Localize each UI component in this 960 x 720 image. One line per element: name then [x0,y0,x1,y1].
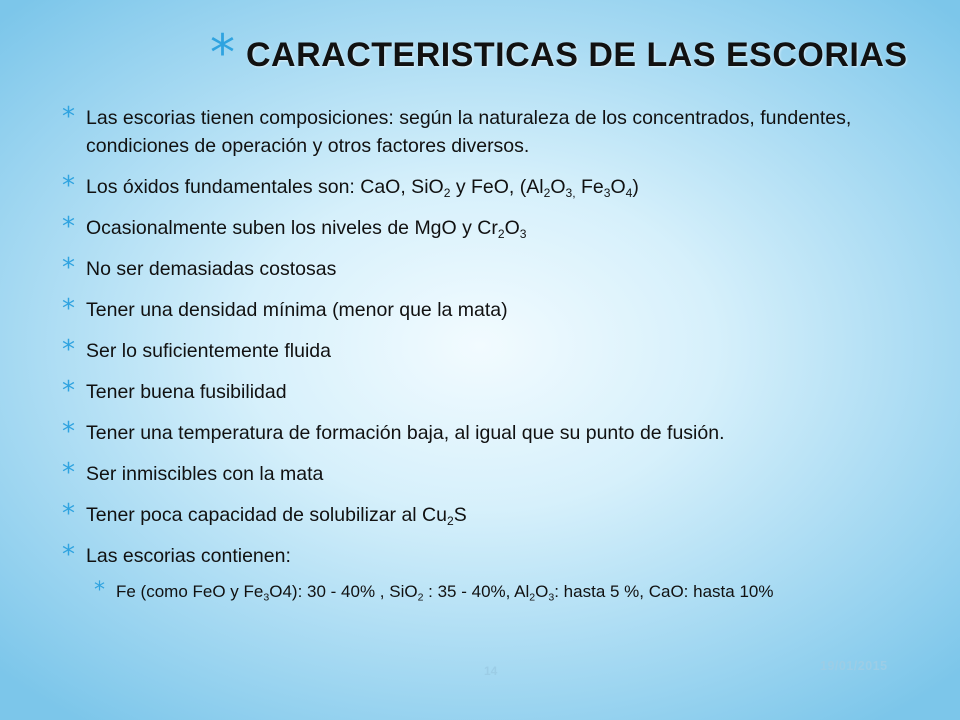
bullet-list [62,104,922,616]
bullet-star-icon: * [62,540,75,570]
bullet-star-icon: * [62,499,75,529]
bullet-text: Tener poca capacidad de solubilizar al $Cu_2S$ [86,504,467,528]
bullet-text: Fe (como FeO y $Fe_3O4$): 30 - 40% , SiO$_2$ : 35 - 40%, $Al_2O_3$: hasta 5 %, CaO: hasta 10% [116,582,774,604]
bullet-star-icon: * [62,294,75,324]
bullet-star-icon: * [62,417,75,447]
bullet-item [62,501,922,529]
bullet-star-icon: * [62,171,75,201]
bullet-text: Ocasionalmente suben los niveles de MgO y $Cr_2O_3$ [86,217,527,241]
bullet-item [62,419,922,447]
bullet-text: Las escorias tienen composiciones: según la naturaleza de los concentrados, fundentes, condiciones de operación y otros factores diversos. [86,107,852,157]
page-number: 14 [484,664,498,678]
bullet-text: Tener una densidad mínima (menor que la mata) [86,299,508,321]
bullet-item [62,337,922,365]
title-bullet-icon: * [210,24,235,82]
bullet-text: Ser lo suficientemente fluida [86,340,331,362]
bullet-item [62,214,922,242]
bullet-star-icon: * [94,578,105,603]
sub-bullet-item [94,578,922,604]
bullet-item [62,173,922,201]
bullet-text: Tener buena fusibilidad [86,381,287,403]
bullet-item [62,104,922,160]
bullet-star-icon: * [62,102,75,132]
slide-date: 19/01/2015 [820,659,888,673]
title-bar [0,26,960,86]
bullet-star-icon: * [62,335,75,365]
bullet-star-icon: * [62,253,75,283]
bullet-text: Las escorias contienen: [86,545,291,567]
bullet-text: Tener una temperatura de formación baja, al igual que su punto de fusión. [86,422,725,444]
bullet-star-icon: * [62,376,75,406]
bullet-item [62,255,922,283]
bullet-star-icon: * [62,458,75,488]
bullet-item [62,378,922,406]
bullet-item [62,296,922,324]
bullet-item [62,460,922,488]
bullet-star-icon: * [62,212,75,242]
bullet-text: No ser demasiadas costosas [86,258,337,280]
slide-title: CARACTERISTICAS DE LAS ESCORIAS [246,36,908,74]
bullet-item [62,542,922,570]
bullet-text: Ser inmiscibles con la mata [86,463,324,485]
bullet-text: Los óxidos fundamentales son: CaO, SiO$_2$ y FeO, ($Al_2O_{3,}$ $Fe_3O_4$) [86,176,639,200]
